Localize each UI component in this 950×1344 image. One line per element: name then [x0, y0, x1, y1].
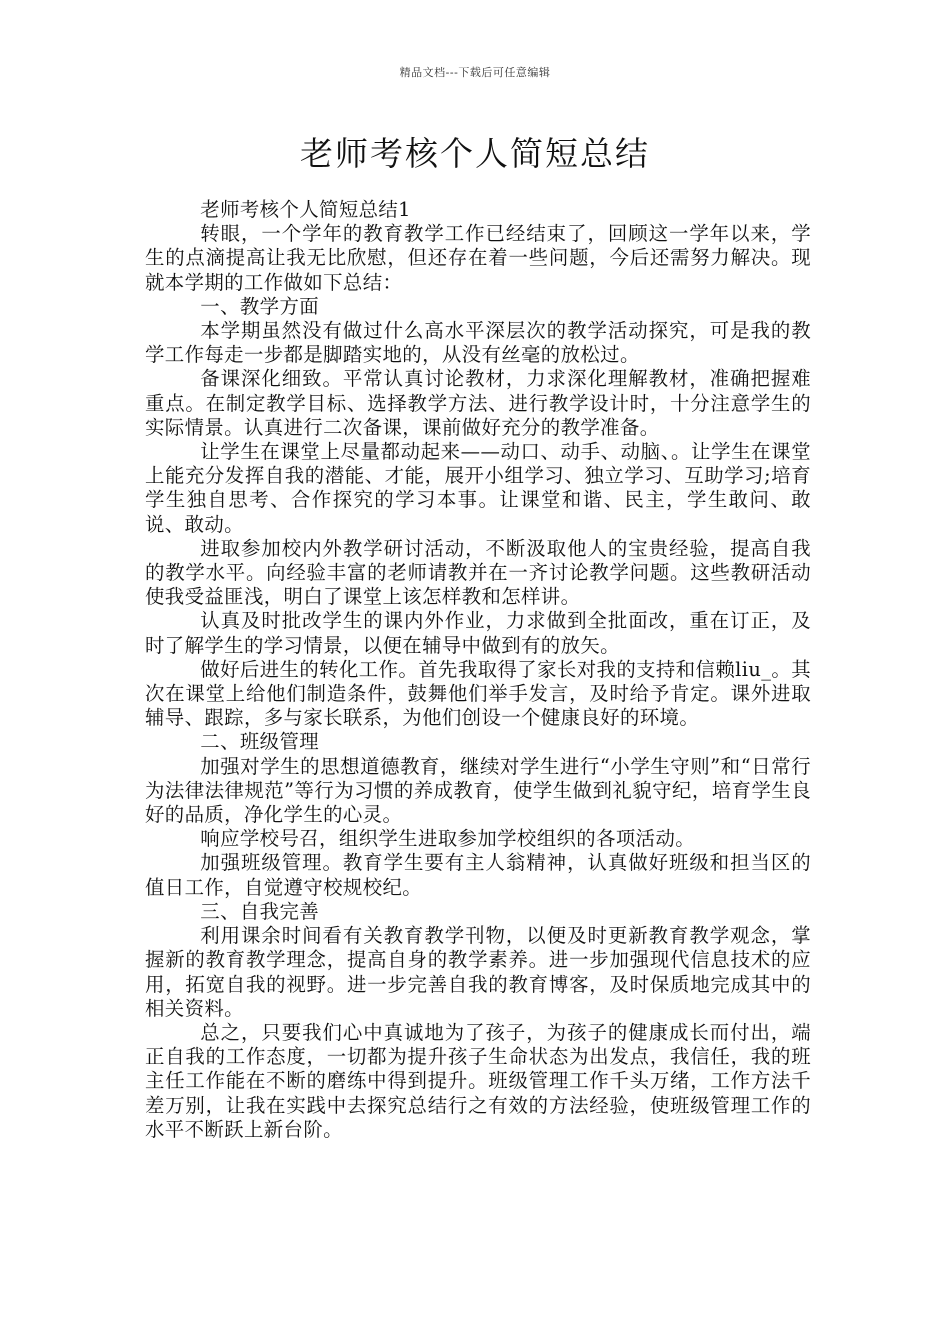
section-heading-teaching: 一、教学方面 — [200, 294, 320, 318]
paragraph: 让学生在课堂上尽量都动起来——动口、动手、动脑、。让学生在课堂上能充分发挥自我的潜能、才能，展开小组学习、独立学习、互助学习;培育学生独自思考、合作探究的学习本事。让课堂和谐、民主，学生敢问、敢说、敢动。 — [145, 440, 811, 536]
page-header: 精品文档---下载后可任意编辑 — [399, 66, 551, 79]
paragraph-subtitle: 老师考核个人简短总结1 — [200, 198, 411, 221]
paragraph: 本学期虽然没有做过什么高水平深层次的教学活动探究，可是我的教学工作每走一步都是脚踏实地的，从没有丝毫的放松过。 — [145, 319, 811, 367]
paragraph: 利用课余时间看有关教育教学刊物，以便及时更新教育教学观念，掌握新的教育教学理念，提高自身的教学素养。进一步加强现代信息技术的应用，拓宽自我的视野。进一步完善自我的教育博客，及时保质地完成其中的相关资料。 — [145, 924, 811, 1020]
document-title: 老师考核个人简短总结 — [300, 134, 650, 173]
paragraph: 做好后进生的转化工作。首先我取得了家长对我的支持和信赖liu_。其次在课堂上给他们制造条件，鼓舞他们举手发言，及时给予肯定。课外进取辅导、跟踪，多与家长联系，为他们创设一个健康良好的环境。 — [145, 657, 811, 730]
section-heading-class-management: 二、班级管理 — [200, 730, 320, 754]
paragraph: 认真及时批改学生的课内外作业，力求做到全批面改，重在订正，及时了解学生的学习情景，以便在辅导中做到有的放矢。 — [145, 609, 811, 657]
paragraph-conclusion: 总之，只要我们心中真诚地为了孩子，为孩子的健康成长而付出，端正自我的工作态度，一切都为提升孩子生命状态为出发点，我信任，我的班主任工作能在不断的磨练中得到提升。班级管理工作千头万绪，工作方法千差万别，让我在实践中去探究总结行之有效的方法经验，使班级管理工作的水平不断跃上新台阶。 — [145, 1020, 811, 1141]
document-body — [145, 198, 811, 1142]
paragraph: 加强对学生的思想道德教育，继续对学生进行“小学生守则”和“日常行为法律法律规范”等行为习惯的养成教育，使学生做到礼貌守纪，培育学生良好的品质，净化学生的心灵。 — [145, 754, 811, 827]
paragraph: 响应学校号召，组织学生进取参加学校组织的各项活动。 — [200, 827, 696, 851]
section-heading-self-improvement: 三、自我完善 — [200, 899, 320, 923]
paragraph: 加强班级管理。教育学生要有主人翁精神，认真做好班级和担当区的值日工作，自觉遵守校规校纪。 — [145, 851, 811, 899]
paragraph-intro: 转眼，一个学年的教育教学工作已经结束了，回顾这一学年以来，学生的点滴提高让我无比欣慰，但还存在着一些问题，今后还需努力解决。现就本学期的工作做如下总结： — [145, 222, 811, 294]
paragraph: 备课深化细致。平常认真讨论教材，力求深化理解教材，准确把握难重点。在制定教学目标、选择教学方法、进行教学设计时，十分注意学生的实际情景。认真进行二次备课，课前做好充分的教学准备。 — [145, 367, 811, 439]
paragraph: 进取参加校内外教学研讨活动，不断汲取他人的宝贵经验，提高自我的教学水平。向经验丰富的老师请教并在一齐讨论教学问题。这些教研活动使我受益匪浅，明白了课堂上该怎样教和怎样讲。 — [145, 536, 811, 609]
